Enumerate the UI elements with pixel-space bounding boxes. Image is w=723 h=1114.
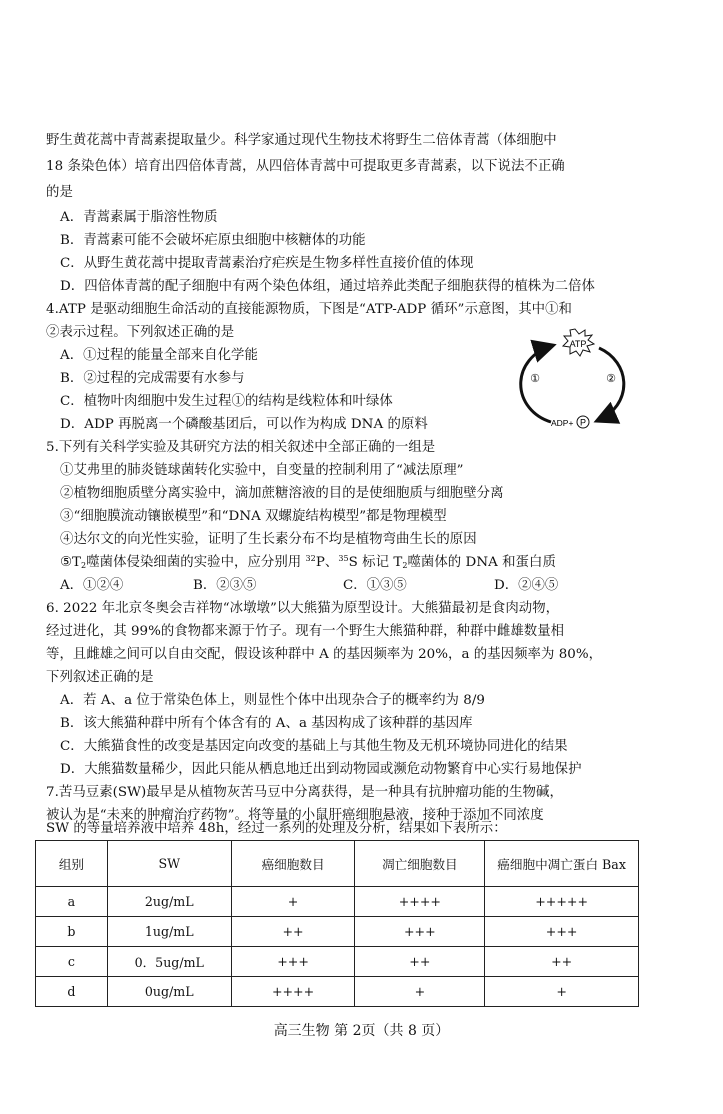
q6-option-a: A．若 A、a 位于常染色体上，则显性个体中出现杂合子的概率约为 8/9 (60, 693, 485, 708)
page-footer: 高三生物 第 2页（共 8 页） (273, 1023, 450, 1039)
table-cell: ++ (231, 917, 355, 947)
table-cell: 0．5ug/mL (107, 947, 231, 977)
adp-label: ADP+ (551, 418, 574, 428)
process-1-label: ① (530, 372, 540, 385)
results-table (35, 840, 639, 1007)
q5-item: ①艾弗里的肺炎链球菌转化实验中，自变量的控制利用了“减法原理” (60, 463, 464, 478)
table-cell: +++ (231, 947, 355, 977)
q4-option-b: B．②过程的完成需要有水参与 (60, 371, 245, 386)
q4-stem-line: ②表示过程。下列叙述正确的是 (46, 325, 235, 340)
table-cell: ++++ (355, 887, 485, 917)
phosphate-label: P (579, 417, 587, 428)
q5-option-d: D．②④⑤ (494, 578, 559, 593)
atp-adp-cycle-diagram (513, 326, 648, 434)
q5-option-c: C．①③⑤ (343, 578, 407, 593)
q5-option-a: A．①②④ (60, 578, 124, 593)
q4-option-d: D．ADP 再脱离一个磷酸基团后，可以作为构成 DNA 的原料 (60, 417, 428, 432)
table-header-cell: 癌细胞中凋亡蛋白 Bax (485, 841, 639, 887)
intro-line: 的是 (46, 185, 73, 200)
process-2-label: ② (606, 372, 616, 385)
table-row (36, 887, 639, 917)
q5-item: ②植物细胞质壁分离实验中，滴加蔗糖溶液的目的是使细胞质与细胞壁分离 (60, 486, 504, 501)
q6-stem-line: 经过进化，其 99%的食物都来源于竹子。现有一个野生大熊猫种群，种群中雌雄数量相 (46, 624, 565, 639)
table-header-cell: 凋亡细胞数目 (355, 841, 485, 887)
table-cell: + (231, 887, 355, 917)
intro-option-a: A．青蒿素属于脂溶性物质 (60, 210, 218, 225)
table-row (36, 977, 639, 1007)
table-cell: +++ (355, 917, 485, 947)
table-row (36, 947, 639, 977)
q7-stem-line: SW 的等量培养液中培养 48h，经过一系列的处理及分析，结果如下表所示： (46, 821, 507, 836)
q6-option-c: C．大熊猫食性的改变是基因定向改变的基础上与其他生物及无机环境协同进化的结果 (60, 739, 568, 754)
table-cell: ++ (355, 947, 485, 977)
table-cell: ++++ (231, 977, 355, 1007)
q6-option-d: D．大熊猫数量稀少，因此只能从栖息地迁出到动物园或濒危动物繁育中心实行易地保护 (60, 762, 582, 777)
atp-label: ATP (569, 339, 587, 349)
intro-option-d: D．四倍体青蒿的配子细胞中有两个染色体组，通过培养此类配子细胞获得的植株为二倍体 (60, 279, 595, 294)
intro-option-c: C．从野生黄花蒿中提取青蒿素治疗疟疾是生物多样性直接价值的体现 (60, 256, 474, 271)
q7-stem-line: 7.苦马豆素(SW)最早是从植物灰苦马豆中分离获得，是一种具有抗肿瘤功能的生物碱， (46, 785, 563, 800)
table-cell: 2ug/mL (107, 887, 231, 917)
table-cell: 1ug/mL (107, 917, 231, 947)
table-cell: d (36, 977, 108, 1007)
table-cell: +++++ (485, 887, 639, 917)
intro-option-b: B．青蒿素可能不会破坏疟原虫细胞中核糖体的功能 (60, 233, 366, 248)
table-cell: a (36, 887, 108, 917)
table-header-cell: SW (107, 841, 231, 887)
q5-item: ③“细胞膜流动镶嵌模型”和“DNA 双螺旋结构模型”都是物理模型 (60, 509, 447, 524)
table-cell: + (485, 977, 639, 1007)
q5-item-5: $⑤T_2$噬菌体侵染细菌的实验中，应分别用 $^{32}$P、$^{35}$S 标记 $T_2$噬菌体的 DNA 和蛋白质 (60, 554, 556, 570)
table-header-cell: 组别 (36, 841, 108, 887)
intro-line: 18 条染色体）培育出四倍体青蒿，从四倍体青蒿中可提取更多青蒿素，以下说法不正确 (46, 159, 565, 174)
q6-option-b: B．该大熊猫种群中所有个体含有的 A、a 基因构成了该种群的基因库 (60, 716, 473, 731)
table-cell: + (355, 977, 485, 1007)
q4-option-a: A．①过程的能量全部来自化学能 (60, 348, 258, 363)
table-header-row (36, 841, 639, 887)
table-cell: b (36, 917, 108, 947)
q6-stem-line: 下列叙述正确的是 (46, 670, 154, 685)
table-cell: c (36, 947, 108, 977)
q5-stem-line: 5.下列有关科学实验及其研究方法的相关叙述中全部正确的一组是 (46, 440, 436, 455)
q4-option-c: C．植物叶肉细胞中发生过程①的结构是线粒体和叶绿体 (60, 394, 393, 409)
q5-option-b: B．②③⑤ (193, 578, 257, 593)
q4-stem-line: 4.ATP 是驱动细胞生命活动的直接能源物质，下图是“ATP-ADP 循环”示意图，其中①和 (46, 302, 572, 317)
table-row (36, 917, 639, 947)
intro-line: 野生黄花蒿中青蒿素提取量少。科学家通过现代生物技术将野生二倍体青蒿（体细胞中 (46, 133, 557, 148)
q7-stem-line: 被认为是“未来的肿瘤治疗药物”。将等量的小鼠肝癌细胞悬液，接种于添加不同浓度 (46, 808, 544, 823)
q5-item: ④达尔文的向光性实验，证明了生长素分布不均是植物弯曲生长的原因 (60, 532, 477, 547)
table-header-cell: 癌细胞数目 (231, 841, 355, 887)
q6-stem-line: 6. 2022 年北京冬奥会吉祥物“冰墩墩”以大熊猫为原型设计。大熊猫最初是食肉动物， (46, 601, 560, 616)
table-cell: 0ug/mL (107, 977, 231, 1007)
table-cell: +++ (485, 917, 639, 947)
q6-stem-line: 等，且雌雄之间可以自由交配，假设该种群中 A 的基因频率为 20%，a 的基因频率为 80%， (46, 647, 603, 662)
table-cell: ++ (485, 947, 639, 977)
